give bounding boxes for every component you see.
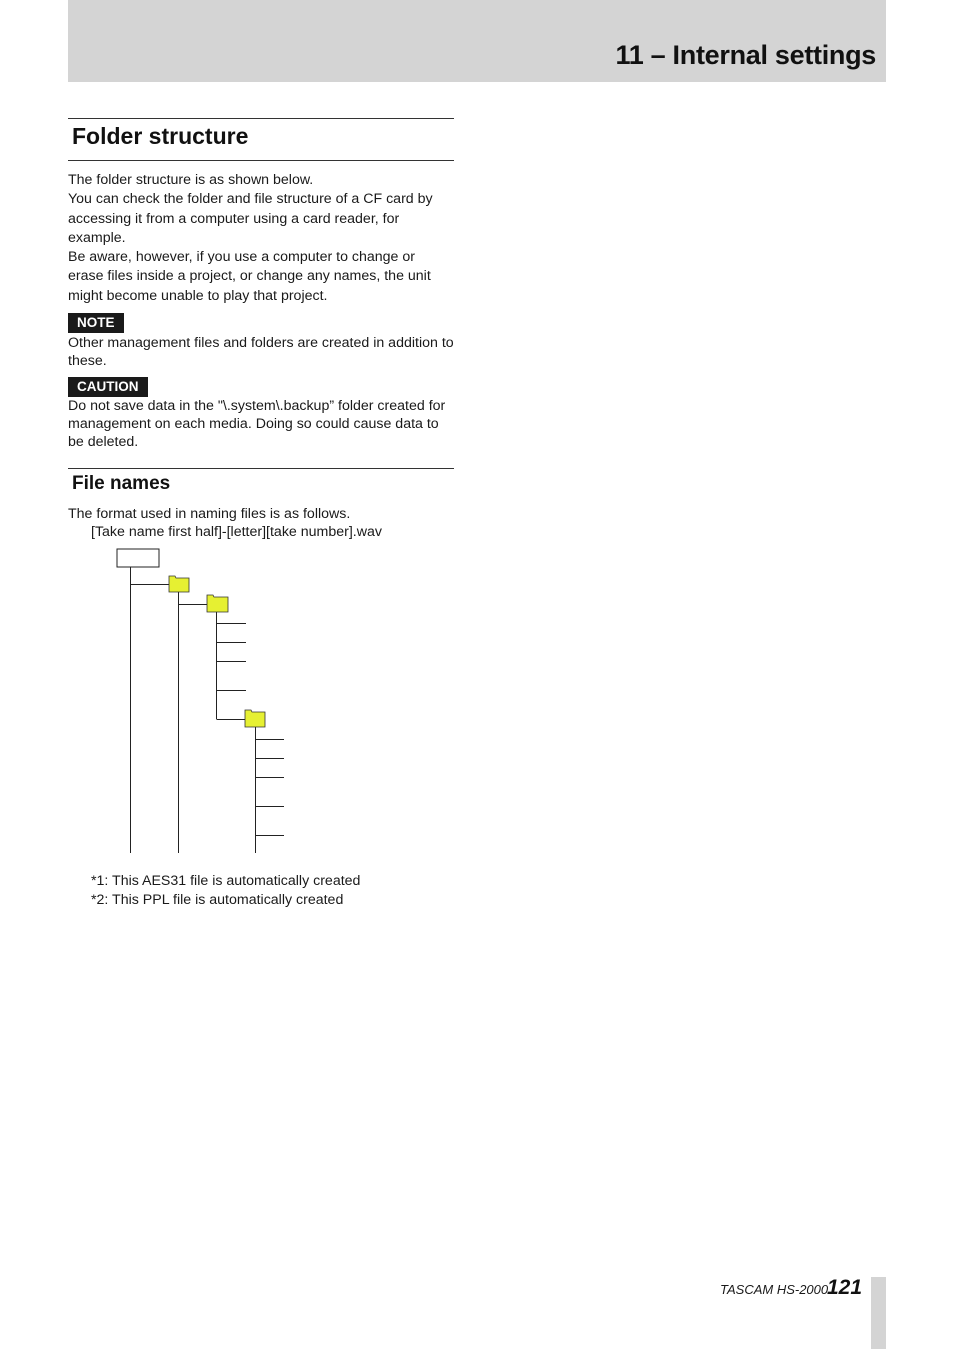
caution-paragraph: Do not save data in the "\.system\.backup” folder created for management on each media. Doing so could cause data to be deleted. xyxy=(68,398,446,450)
section-heading-folder-structure: Folder structure xyxy=(72,123,249,149)
note-text xyxy=(68,334,454,370)
section-rule-bottom xyxy=(68,160,454,161)
footnote-2: *2: This PPL file is automatically created xyxy=(91,892,344,908)
folder-structure-body xyxy=(68,171,454,306)
chapter-title: 11 – Internal settings xyxy=(615,40,876,70)
section-heading-file-names: File names xyxy=(72,473,171,494)
footer-brand: TASCAM HS-2000 xyxy=(720,1282,829,1297)
section-rule-top xyxy=(68,118,454,119)
footer-thumb-tab xyxy=(871,1277,886,1349)
file-name-format: [Take name first half]-[letter][take number].wav xyxy=(91,524,382,540)
folder-icon xyxy=(207,595,228,612)
paragraph: You can check the folder and file structure of a CF card by accessing it from a computer using a card reader, for example. xyxy=(68,191,433,246)
file-names-intro: The format used in naming files is as follows. xyxy=(68,506,351,522)
section-rule-file-names xyxy=(68,468,454,469)
folder-icon xyxy=(169,576,189,592)
root-drive-box xyxy=(117,549,159,567)
chapter-header-band xyxy=(68,0,886,82)
caution-label: CAUTION xyxy=(68,377,148,397)
paragraph: Be aware, however, if you use a computer to change or erase files inside a project, or change any names, the unit might become unable to play that project. xyxy=(68,249,431,304)
folder-icon xyxy=(245,710,265,727)
footnote-1: *1: This AES31 file is automatically created xyxy=(91,873,361,889)
note-label: NOTE xyxy=(68,313,124,333)
paragraph: The folder structure is as shown below. xyxy=(68,172,314,188)
page-number: 121 xyxy=(827,1276,863,1299)
caution-text xyxy=(68,397,454,451)
note-paragraph: Other management files and folders are created in addition to these. xyxy=(68,335,454,369)
